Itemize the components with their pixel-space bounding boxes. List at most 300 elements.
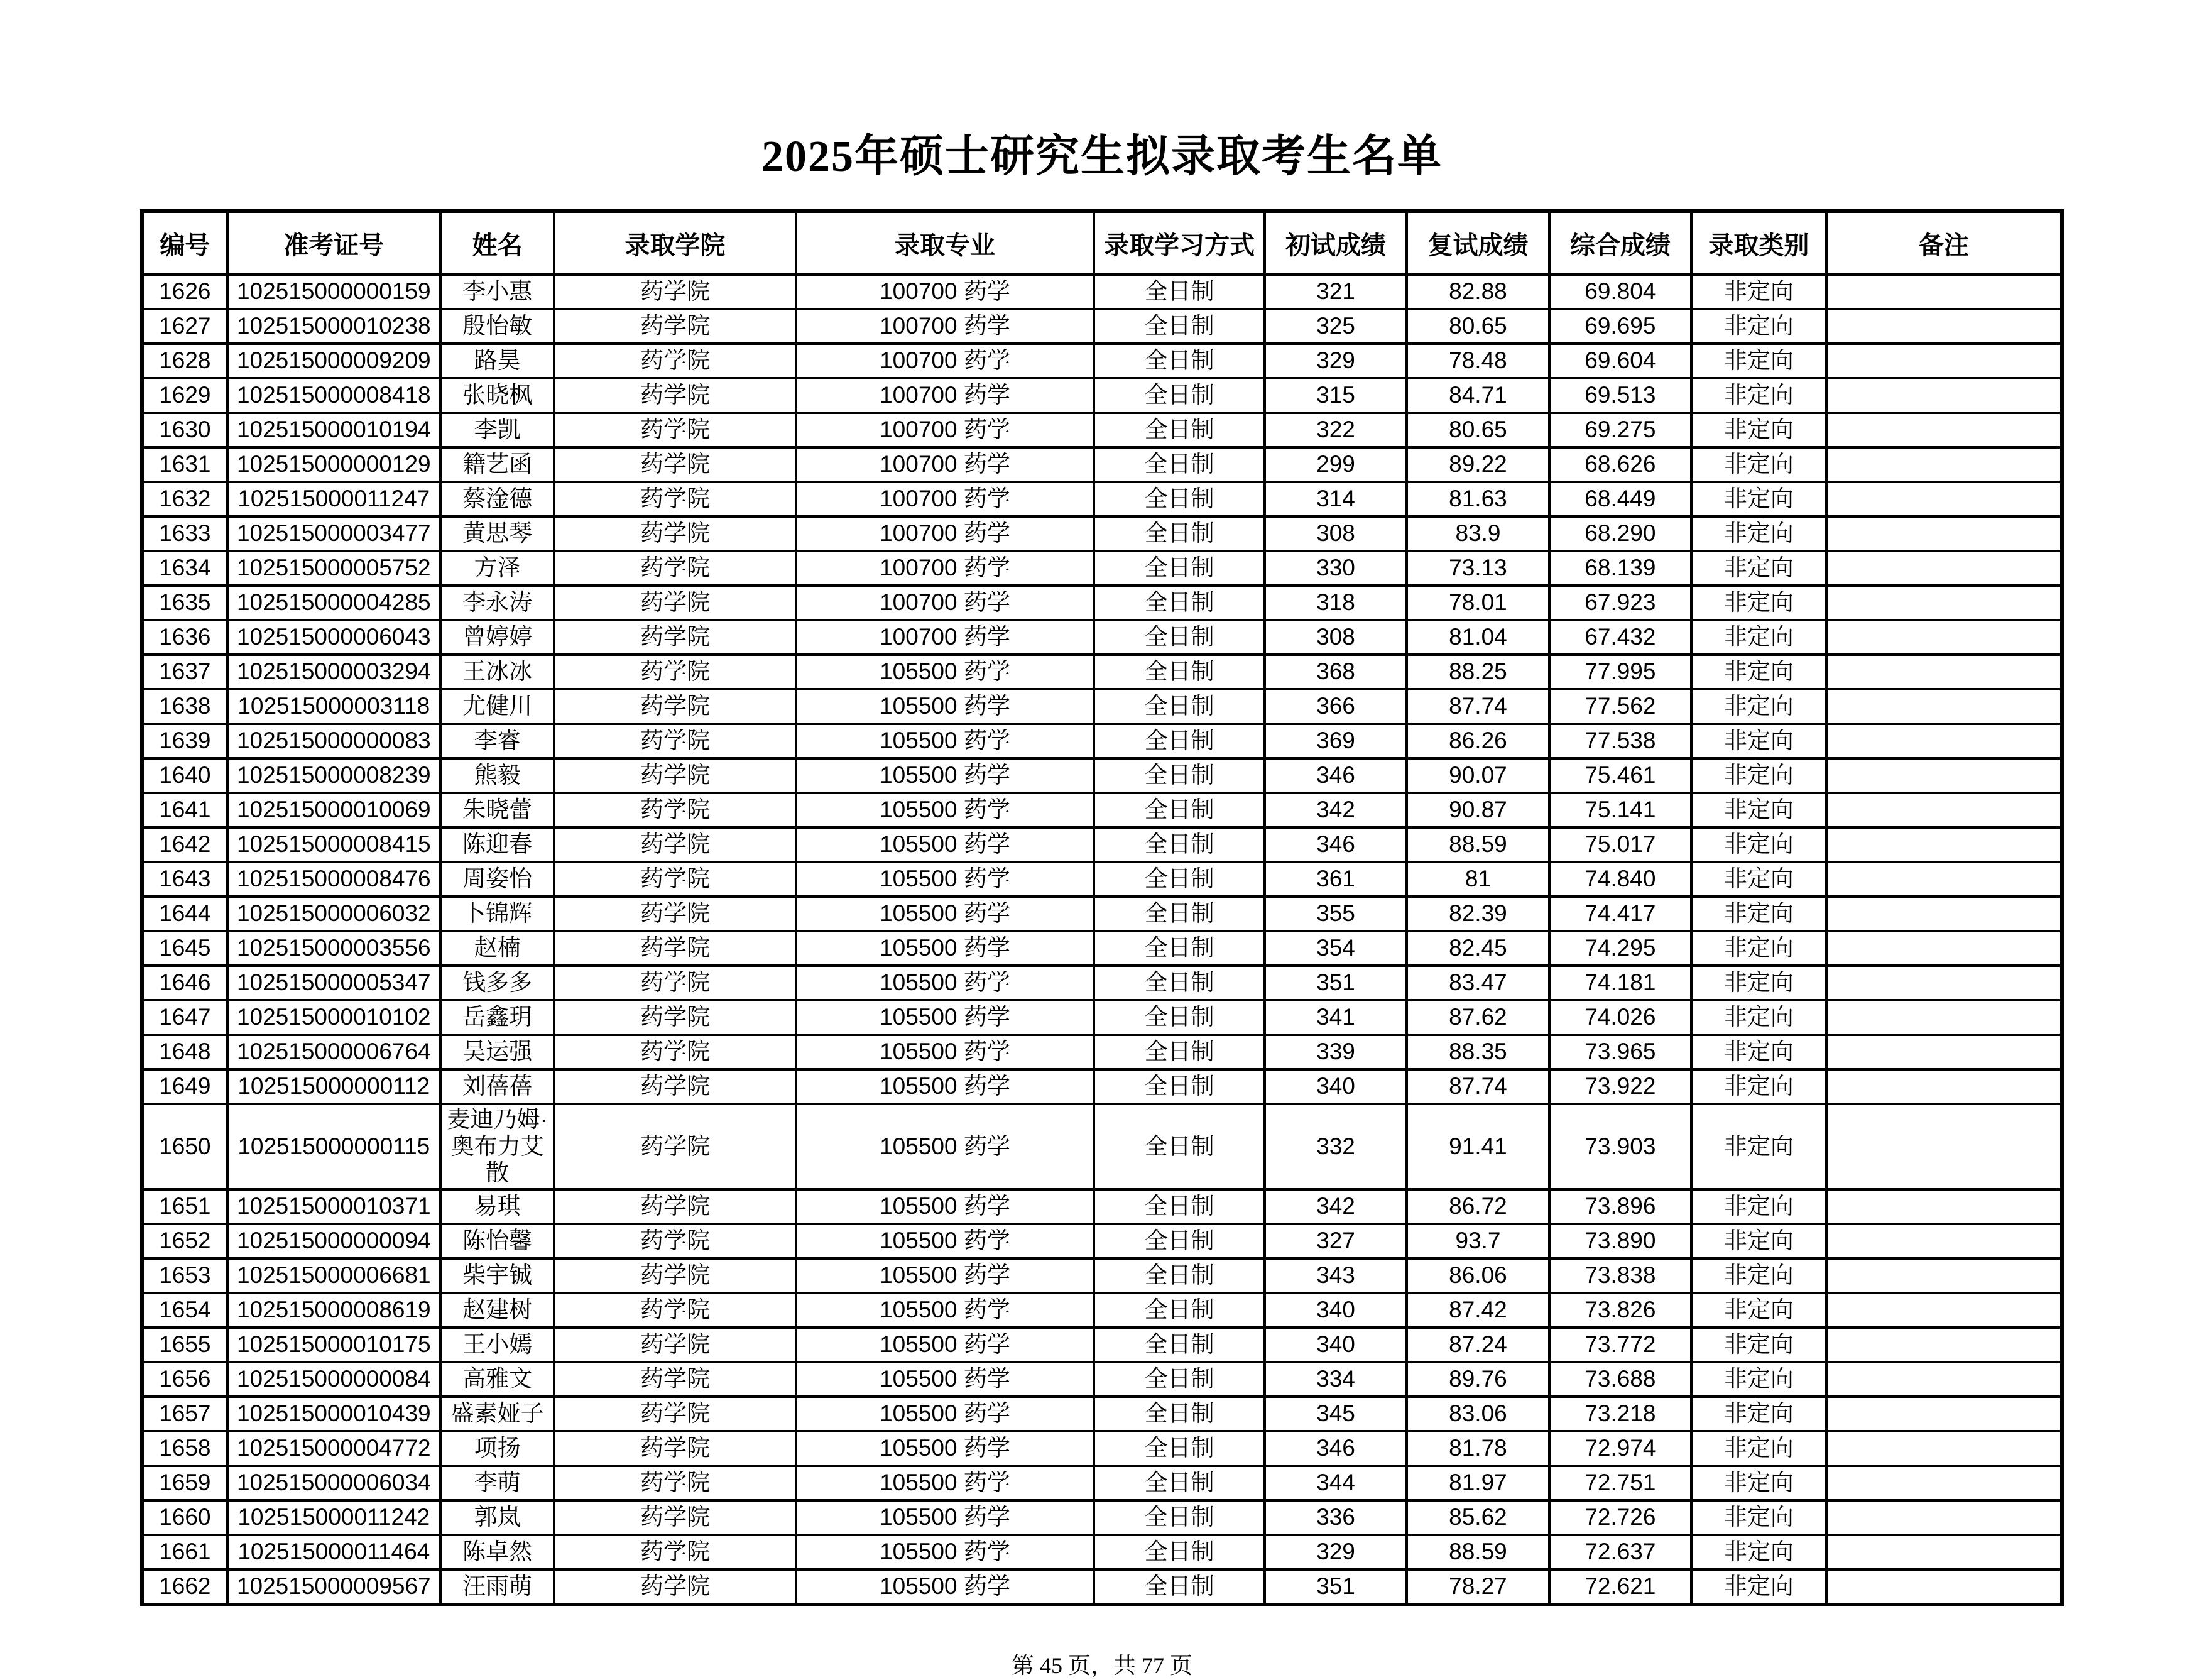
cell-ticket: 102515000008619 xyxy=(227,1293,440,1328)
cell-mode: 全日制 xyxy=(1094,447,1264,482)
cell-major: 100700 药学 xyxy=(796,344,1094,378)
cell-mode: 全日制 xyxy=(1094,793,1264,827)
cell-no: 1656 xyxy=(142,1362,227,1397)
cell-no: 1660 xyxy=(142,1500,227,1535)
cell-name: 黄思琴 xyxy=(440,516,555,551)
cell-category: 非定向 xyxy=(1691,966,1826,1000)
cell-composite-score: 75.017 xyxy=(1549,827,1691,862)
cell-composite-score: 67.432 xyxy=(1549,620,1691,655)
cell-category: 非定向 xyxy=(1691,1104,1826,1189)
cell-composite-score: 73.896 xyxy=(1549,1189,1691,1224)
cell-composite-score: 69.695 xyxy=(1549,309,1691,344)
cell-composite-score: 73.772 xyxy=(1549,1328,1691,1362)
col-header-college: 录取学院 xyxy=(554,211,795,275)
cell-remark xyxy=(1826,1224,2062,1258)
cell-category: 非定向 xyxy=(1691,931,1826,966)
cell-mode: 全日制 xyxy=(1094,516,1264,551)
cell-no: 1649 xyxy=(142,1069,227,1104)
cell-major: 105500 药学 xyxy=(796,758,1094,793)
cell-ticket: 102515000005752 xyxy=(227,551,440,586)
cell-retest-score: 83.06 xyxy=(1407,1397,1549,1431)
cell-remark xyxy=(1826,378,2062,413)
cell-retest-score: 82.39 xyxy=(1407,897,1549,931)
cell-initial-score: 346 xyxy=(1265,827,1407,862)
cell-college: 药学院 xyxy=(554,793,795,827)
cell-remark xyxy=(1826,862,2062,897)
col-header-ticket: 准考证号 xyxy=(227,211,440,275)
cell-no: 1655 xyxy=(142,1328,227,1362)
cell-college: 药学院 xyxy=(554,378,795,413)
cell-college: 药学院 xyxy=(554,309,795,344)
cell-no: 1635 xyxy=(142,586,227,620)
cell-ticket: 102515000003294 xyxy=(227,655,440,689)
cell-initial-score: 346 xyxy=(1265,758,1407,793)
table-row xyxy=(142,827,2062,862)
cell-no: 1637 xyxy=(142,655,227,689)
cell-name: 殷怡敏 xyxy=(440,309,555,344)
cell-major: 105500 药学 xyxy=(796,1104,1094,1189)
cell-mode: 全日制 xyxy=(1094,1293,1264,1328)
table-row xyxy=(142,1035,2062,1069)
cell-major: 105500 药学 xyxy=(796,1189,1094,1224)
table-row xyxy=(142,931,2062,966)
cell-composite-score: 74.417 xyxy=(1549,897,1691,931)
cell-ticket: 102515000010175 xyxy=(227,1328,440,1362)
cell-retest-score: 89.76 xyxy=(1407,1362,1549,1397)
cell-remark xyxy=(1826,689,2062,724)
table-row xyxy=(142,516,2062,551)
cell-retest-score: 85.62 xyxy=(1407,1500,1549,1535)
cell-name: 吴运强 xyxy=(440,1035,555,1069)
cell-college: 药学院 xyxy=(554,344,795,378)
cell-mode: 全日制 xyxy=(1094,827,1264,862)
cell-remark xyxy=(1826,1069,2062,1104)
cell-initial-score: 329 xyxy=(1265,1535,1407,1569)
cell-name: 易琪 xyxy=(440,1189,555,1224)
cell-initial-score: 368 xyxy=(1265,655,1407,689)
cell-category: 非定向 xyxy=(1691,620,1826,655)
table-row xyxy=(142,1258,2062,1293)
cell-remark xyxy=(1826,1362,2062,1397)
table-row xyxy=(142,275,2062,309)
cell-initial-score: 314 xyxy=(1265,482,1407,516)
cell-retest-score: 88.59 xyxy=(1407,827,1549,862)
table-row xyxy=(142,1000,2062,1035)
cell-ticket: 102515000010102 xyxy=(227,1000,440,1035)
cell-ticket: 102515000011464 xyxy=(227,1535,440,1569)
cell-category: 非定向 xyxy=(1691,1035,1826,1069)
cell-ticket: 102515000008418 xyxy=(227,378,440,413)
cell-composite-score: 73.218 xyxy=(1549,1397,1691,1431)
cell-mode: 全日制 xyxy=(1094,966,1264,1000)
table-row xyxy=(142,1224,2062,1258)
cell-initial-score: 361 xyxy=(1265,862,1407,897)
cell-no: 1658 xyxy=(142,1431,227,1466)
cell-remark xyxy=(1826,1397,2062,1431)
cell-major: 105500 药学 xyxy=(796,793,1094,827)
cell-initial-score: 346 xyxy=(1265,1431,1407,1466)
cell-remark xyxy=(1826,793,2062,827)
cell-mode: 全日制 xyxy=(1094,344,1264,378)
cell-no: 1633 xyxy=(142,516,227,551)
cell-college: 药学院 xyxy=(554,1035,795,1069)
cell-initial-score: 340 xyxy=(1265,1069,1407,1104)
cell-ticket: 102515000010238 xyxy=(227,309,440,344)
cell-major: 105500 药学 xyxy=(796,1569,1094,1605)
cell-ticket: 102515000010069 xyxy=(227,793,440,827)
cell-ticket: 102515000000129 xyxy=(227,447,440,482)
cell-composite-score: 73.890 xyxy=(1549,1224,1691,1258)
cell-no: 1634 xyxy=(142,551,227,586)
cell-remark xyxy=(1826,1104,2062,1189)
cell-mode: 全日制 xyxy=(1094,862,1264,897)
col-header-composite-score: 综合成绩 xyxy=(1549,211,1691,275)
cell-college: 药学院 xyxy=(554,620,795,655)
cell-college: 药学院 xyxy=(554,1224,795,1258)
cell-remark xyxy=(1826,1000,2062,1035)
cell-category: 非定向 xyxy=(1691,1258,1826,1293)
cell-name: 方泽 xyxy=(440,551,555,586)
cell-initial-score: 369 xyxy=(1265,724,1407,758)
cell-name: 汪雨萌 xyxy=(440,1569,555,1605)
cell-college: 药学院 xyxy=(554,1293,795,1328)
table-row xyxy=(142,689,2062,724)
cell-composite-score: 72.726 xyxy=(1549,1500,1691,1535)
cell-initial-score: 341 xyxy=(1265,1000,1407,1035)
cell-category: 非定向 xyxy=(1691,1500,1826,1535)
table-body xyxy=(142,275,2062,1605)
cell-no: 1650 xyxy=(142,1104,227,1189)
page-footer: 第 45 页，共 77 页 xyxy=(1011,1652,1192,1678)
cell-mode: 全日制 xyxy=(1094,1000,1264,1035)
cell-name: 盛素娅子 xyxy=(440,1397,555,1431)
cell-composite-score: 73.838 xyxy=(1549,1258,1691,1293)
cell-initial-score: 342 xyxy=(1265,1189,1407,1224)
cell-college: 药学院 xyxy=(554,966,795,1000)
cell-category: 非定向 xyxy=(1691,758,1826,793)
table-row xyxy=(142,1362,2062,1397)
cell-composite-score: 69.804 xyxy=(1549,275,1691,309)
cell-initial-score: 355 xyxy=(1265,897,1407,931)
cell-composite-score: 77.995 xyxy=(1549,655,1691,689)
cell-category: 非定向 xyxy=(1691,1224,1826,1258)
cell-retest-score: 82.45 xyxy=(1407,931,1549,966)
cell-initial-score: 332 xyxy=(1265,1104,1407,1189)
cell-category: 非定向 xyxy=(1691,344,1826,378)
cell-remark xyxy=(1826,1258,2062,1293)
cell-mode: 全日制 xyxy=(1094,655,1264,689)
cell-ticket: 102515000000094 xyxy=(227,1224,440,1258)
cell-major: 105500 药学 xyxy=(796,827,1094,862)
cell-mode: 全日制 xyxy=(1094,897,1264,931)
cell-initial-score: 299 xyxy=(1265,447,1407,482)
cell-name: 麦迪乃姆·奥布力艾散 xyxy=(440,1104,555,1189)
table-row xyxy=(142,966,2062,1000)
col-header-name: 姓名 xyxy=(440,211,555,275)
cell-retest-score: 83.9 xyxy=(1407,516,1549,551)
cell-no: 1642 xyxy=(142,827,227,862)
cell-category: 非定向 xyxy=(1691,378,1826,413)
cell-no: 1628 xyxy=(142,344,227,378)
cell-category: 非定向 xyxy=(1691,1466,1826,1500)
cell-retest-score: 73.13 xyxy=(1407,551,1549,586)
cell-mode: 全日制 xyxy=(1094,275,1264,309)
cell-remark xyxy=(1826,1328,2062,1362)
cell-college: 药学院 xyxy=(554,1466,795,1500)
cell-composite-score: 73.688 xyxy=(1549,1362,1691,1397)
cell-college: 药学院 xyxy=(554,931,795,966)
cell-name: 周姿怡 xyxy=(440,862,555,897)
admission-table xyxy=(140,209,2064,1606)
cell-initial-score: 344 xyxy=(1265,1466,1407,1500)
cell-initial-score: 308 xyxy=(1265,516,1407,551)
cell-retest-score: 88.25 xyxy=(1407,655,1549,689)
cell-no: 1643 xyxy=(142,862,227,897)
cell-remark xyxy=(1826,897,2062,931)
cell-category: 非定向 xyxy=(1691,1069,1826,1104)
cell-college: 药学院 xyxy=(554,1258,795,1293)
cell-no: 1654 xyxy=(142,1293,227,1328)
cell-remark xyxy=(1826,1535,2062,1569)
cell-college: 药学院 xyxy=(554,655,795,689)
cell-ticket: 102515000004285 xyxy=(227,586,440,620)
cell-retest-score: 89.22 xyxy=(1407,447,1549,482)
cell-mode: 全日制 xyxy=(1094,1035,1264,1069)
cell-initial-score: 318 xyxy=(1265,586,1407,620)
cell-major: 105500 药学 xyxy=(796,689,1094,724)
cell-mode: 全日制 xyxy=(1094,724,1264,758)
cell-ticket: 102515000000112 xyxy=(227,1069,440,1104)
cell-major: 105500 药学 xyxy=(796,655,1094,689)
cell-name: 尤健川 xyxy=(440,689,555,724)
cell-major: 105500 药学 xyxy=(796,1397,1094,1431)
cell-major: 100700 药学 xyxy=(796,620,1094,655)
cell-initial-score: 340 xyxy=(1265,1328,1407,1362)
cell-remark xyxy=(1826,344,2062,378)
cell-initial-score: 315 xyxy=(1265,378,1407,413)
cell-major: 100700 药学 xyxy=(796,586,1094,620)
cell-college: 药学院 xyxy=(554,1535,795,1569)
table-row xyxy=(142,482,2062,516)
cell-name: 王小嫣 xyxy=(440,1328,555,1362)
cell-retest-score: 90.87 xyxy=(1407,793,1549,827)
cell-no: 1641 xyxy=(142,793,227,827)
cell-category: 非定向 xyxy=(1691,275,1826,309)
cell-mode: 全日制 xyxy=(1094,586,1264,620)
cell-retest-score: 86.72 xyxy=(1407,1189,1549,1224)
cell-retest-score: 88.35 xyxy=(1407,1035,1549,1069)
cell-category: 非定向 xyxy=(1691,482,1826,516)
cell-college: 药学院 xyxy=(554,1569,795,1605)
cell-major: 105500 药学 xyxy=(796,1258,1094,1293)
cell-name: 高雅文 xyxy=(440,1362,555,1397)
cell-name: 陈怡馨 xyxy=(440,1224,555,1258)
table-header xyxy=(142,211,2062,275)
table-row xyxy=(142,758,2062,793)
cell-name: 王冰冰 xyxy=(440,655,555,689)
cell-college: 药学院 xyxy=(554,1328,795,1362)
cell-retest-score: 78.27 xyxy=(1407,1569,1549,1605)
cell-major: 100700 药学 xyxy=(796,516,1094,551)
cell-retest-score: 81 xyxy=(1407,862,1549,897)
cell-retest-score: 86.06 xyxy=(1407,1258,1549,1293)
table-row xyxy=(142,724,2062,758)
cell-ticket: 102515000009567 xyxy=(227,1569,440,1605)
cell-retest-score: 80.65 xyxy=(1407,413,1549,447)
cell-initial-score: 325 xyxy=(1265,309,1407,344)
cell-mode: 全日制 xyxy=(1094,1569,1264,1605)
cell-initial-score: 308 xyxy=(1265,620,1407,655)
cell-remark xyxy=(1826,724,2062,758)
cell-mode: 全日制 xyxy=(1094,1466,1264,1500)
cell-major: 105500 药学 xyxy=(796,1293,1094,1328)
cell-college: 药学院 xyxy=(554,413,795,447)
cell-retest-score: 81.78 xyxy=(1407,1431,1549,1466)
cell-initial-score: 354 xyxy=(1265,931,1407,966)
cell-remark xyxy=(1826,1189,2062,1224)
table-row xyxy=(142,586,2062,620)
cell-college: 药学院 xyxy=(554,1069,795,1104)
cell-name: 陈迎春 xyxy=(440,827,555,862)
cell-initial-score: 327 xyxy=(1265,1224,1407,1258)
cell-category: 非定向 xyxy=(1691,724,1826,758)
cell-retest-score: 80.65 xyxy=(1407,309,1549,344)
cell-initial-score: 345 xyxy=(1265,1397,1407,1431)
cell-composite-score: 69.604 xyxy=(1549,344,1691,378)
table-row xyxy=(142,793,2062,827)
cell-no: 1630 xyxy=(142,413,227,447)
cell-remark xyxy=(1826,551,2062,586)
cell-ticket: 102515000006764 xyxy=(227,1035,440,1069)
cell-college: 药学院 xyxy=(554,447,795,482)
cell-category: 非定向 xyxy=(1691,1431,1826,1466)
cell-remark xyxy=(1826,655,2062,689)
cell-ticket: 102515000008239 xyxy=(227,758,440,793)
cell-name: 张晓枫 xyxy=(440,378,555,413)
cell-ticket: 102515000008476 xyxy=(227,862,440,897)
cell-retest-score: 88.59 xyxy=(1407,1535,1549,1569)
cell-composite-score: 69.275 xyxy=(1549,413,1691,447)
cell-mode: 全日制 xyxy=(1094,1258,1264,1293)
cell-category: 非定向 xyxy=(1691,689,1826,724)
cell-category: 非定向 xyxy=(1691,1000,1826,1035)
cell-name: 李睿 xyxy=(440,724,555,758)
cell-initial-score: 351 xyxy=(1265,1569,1407,1605)
cell-college: 药学院 xyxy=(554,586,795,620)
table-row xyxy=(142,1293,2062,1328)
cell-ticket: 102515000010194 xyxy=(227,413,440,447)
cell-retest-score: 87.24 xyxy=(1407,1328,1549,1362)
table-row xyxy=(142,344,2062,378)
cell-remark xyxy=(1826,447,2062,482)
cell-no: 1646 xyxy=(142,966,227,1000)
cell-category: 非定向 xyxy=(1691,1362,1826,1397)
cell-initial-score: 339 xyxy=(1265,1035,1407,1069)
cell-no: 1657 xyxy=(142,1397,227,1431)
cell-major: 105500 药学 xyxy=(796,1362,1094,1397)
cell-name: 卜锦辉 xyxy=(440,897,555,931)
cell-major: 105500 药学 xyxy=(796,1431,1094,1466)
cell-initial-score: 330 xyxy=(1265,551,1407,586)
cell-remark xyxy=(1826,931,2062,966)
cell-initial-score: 334 xyxy=(1265,1362,1407,1397)
cell-no: 1631 xyxy=(142,447,227,482)
cell-category: 非定向 xyxy=(1691,1569,1826,1605)
cell-ticket: 102515000011247 xyxy=(227,482,440,516)
cell-major: 105500 药学 xyxy=(796,897,1094,931)
table-row xyxy=(142,1569,2062,1605)
cell-remark xyxy=(1826,827,2062,862)
table-row xyxy=(142,378,2062,413)
cell-category: 非定向 xyxy=(1691,447,1826,482)
cell-retest-score: 81.63 xyxy=(1407,482,1549,516)
cell-mode: 全日制 xyxy=(1094,1189,1264,1224)
cell-category: 非定向 xyxy=(1691,1535,1826,1569)
cell-no: 1639 xyxy=(142,724,227,758)
cell-remark xyxy=(1826,413,2062,447)
cell-mode: 全日制 xyxy=(1094,1069,1264,1104)
cell-major: 100700 药学 xyxy=(796,275,1094,309)
cell-name: 籍艺函 xyxy=(440,447,555,482)
cell-college: 药学院 xyxy=(554,897,795,931)
cell-retest-score: 87.74 xyxy=(1407,1069,1549,1104)
cell-major: 105500 药学 xyxy=(796,1069,1094,1104)
cell-no: 1659 xyxy=(142,1466,227,1500)
cell-ticket: 102515000004772 xyxy=(227,1431,440,1466)
cell-major: 100700 药学 xyxy=(796,413,1094,447)
cell-category: 非定向 xyxy=(1691,551,1826,586)
cell-remark xyxy=(1826,966,2062,1000)
cell-college: 药学院 xyxy=(554,689,795,724)
cell-composite-score: 74.840 xyxy=(1549,862,1691,897)
cell-no: 1647 xyxy=(142,1000,227,1035)
cell-no: 1645 xyxy=(142,931,227,966)
cell-remark xyxy=(1826,516,2062,551)
cell-mode: 全日制 xyxy=(1094,758,1264,793)
cell-mode: 全日制 xyxy=(1094,1104,1264,1189)
cell-composite-score: 68.290 xyxy=(1549,516,1691,551)
cell-no: 1627 xyxy=(142,309,227,344)
cell-no: 1644 xyxy=(142,897,227,931)
table-row xyxy=(142,1466,2062,1500)
table-row xyxy=(142,447,2062,482)
cell-major: 100700 药学 xyxy=(796,482,1094,516)
cell-college: 药学院 xyxy=(554,275,795,309)
cell-ticket: 102515000008415 xyxy=(227,827,440,862)
cell-name: 李小惠 xyxy=(440,275,555,309)
table-row xyxy=(142,413,2062,447)
table-row xyxy=(142,897,2062,931)
cell-college: 药学院 xyxy=(554,1189,795,1224)
cell-mode: 全日制 xyxy=(1094,1397,1264,1431)
cell-category: 非定向 xyxy=(1691,1397,1826,1431)
cell-ticket: 102515000006681 xyxy=(227,1258,440,1293)
cell-retest-score: 87.42 xyxy=(1407,1293,1549,1328)
cell-major: 105500 药学 xyxy=(796,862,1094,897)
cell-remark xyxy=(1826,1500,2062,1535)
cell-retest-score: 84.71 xyxy=(1407,378,1549,413)
cell-retest-score: 87.62 xyxy=(1407,1000,1549,1035)
cell-ticket: 102515000006032 xyxy=(227,897,440,931)
cell-mode: 全日制 xyxy=(1094,1535,1264,1569)
cell-major: 100700 药学 xyxy=(796,309,1094,344)
cell-major: 105500 药学 xyxy=(796,931,1094,966)
cell-college: 药学院 xyxy=(554,758,795,793)
table-row xyxy=(142,1397,2062,1431)
cell-college: 药学院 xyxy=(554,724,795,758)
cell-name: 蔡淦德 xyxy=(440,482,555,516)
cell-retest-score: 81.04 xyxy=(1407,620,1549,655)
